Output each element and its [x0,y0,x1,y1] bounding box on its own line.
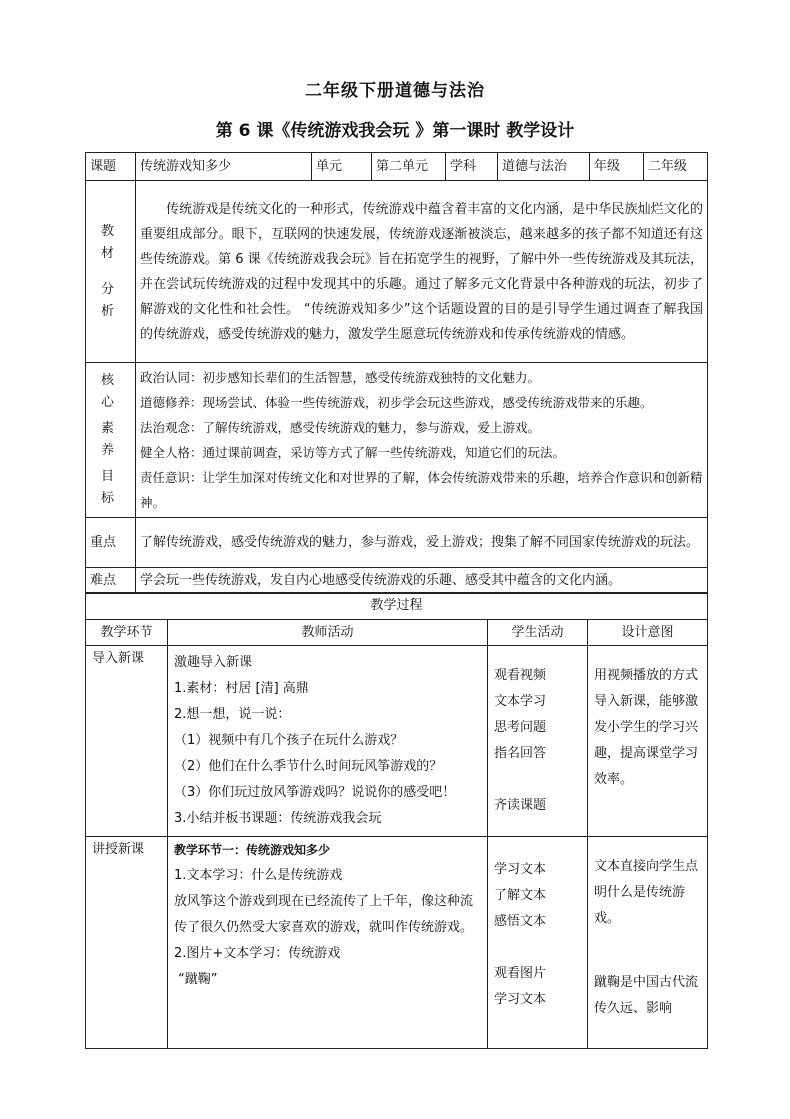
design-intent-text: 用视频播放的方式导入新课，能够激发小学生的学习兴趣，提高课堂学习效率。 [594,668,699,787]
core-goal-line: 政治认同：初步感知长辈们的生活智慧，感受传统游戏独特的文化魅力。 [140,370,541,385]
key-point-text: 了解传统游戏，感受传统游戏的魅力，参与游戏，爱上游戏；搜集了解不同国家传统游戏的玩法。 [136,518,708,568]
teacher-line: （2）他们在什么季节什么时间玩风筝游戏的？ [174,759,443,774]
student-line: 观看图片 [494,966,547,981]
stage-cell: 讲授新课 [86,837,168,1049]
table-row [86,837,708,1049]
difficulty-text: 学会玩一些传统游戏，发自内心地感受传统游戏的乐趣、感受其中蕴含的文化内涵。 [136,568,708,594]
col-header-teacher: 教师活动 [168,620,488,646]
difficulty-label: 难点 [86,568,136,594]
student-line: 感悟文本 [494,914,547,929]
col-header-student: 学生活动 [488,620,588,646]
student-line: 文本学习 [494,694,547,709]
student-line: 思考问题 [494,720,547,735]
teacher-line: 2.图片+文本学习：传统游戏 [174,946,341,961]
student-line: 齐读课题 [494,798,547,813]
teacher-activity-cell [168,646,488,837]
analysis-label-line: 分 析 [100,281,120,319]
subject-label: 学科 [446,153,498,181]
course-value: 传统游戏知多少 [136,153,312,181]
teacher-line: 1.文本学习：什么是传统游戏 [174,868,343,883]
unit-value: 第二单元 [372,153,446,181]
stage-cell: 导入新课 [86,646,168,837]
core-goal-line: 责任意识：让学生加深对传统文化和对世界的了解，体会传统游戏带来的乐趣，培养合作意识和创新精神。 [140,470,703,510]
col-header-stage: 教学环节 [86,620,168,646]
teacher-line: 1.素材：村居 [清] 高鼎 [174,681,309,696]
core-label-line: 核 心 [100,373,120,410]
key-point-label: 重点 [86,518,136,568]
core-goals [136,363,708,518]
teacher-line: （1）视频中有几个孩子在玩什么游戏？ [174,733,404,748]
teaching-process-table [85,592,708,1049]
table-row [86,646,708,837]
student-line: 指名回答 [494,746,547,761]
lesson-title: 第 6 课《传统游戏我会玩 》第一课时 教学设计 [215,121,575,141]
student-line: 学习文本 [494,862,547,877]
teacher-line: （3）你们玩过放风筝游戏吗？说说你的感受吧！ [174,785,456,800]
design-intent-text: 文本直接向学生点明什么是传统游戏。 [594,859,699,926]
teacher-heading: 教学环节一：传统游戏知多少 [174,843,331,857]
unit-label: 单元 [312,153,372,181]
design-intent-cell [588,837,708,1049]
teacher-line: 激趣导入新课 [174,655,253,670]
grade-label: 年级 [590,153,644,181]
core-label [86,363,136,518]
student-line: 了解文本 [494,888,547,903]
course-label: 课题 [86,153,136,181]
student-line-spacer [494,935,581,961]
col-header-intent: 设计意图 [588,620,708,646]
analysis-label-line: 教 材 [100,223,120,261]
student-activity-cell [488,646,588,837]
lesson-info-table [85,152,708,594]
process-header: 教学过程 [86,593,708,620]
core-label-line: 素 养 [100,421,120,458]
student-line: 学习文本 [494,992,547,1007]
design-intent-text: 蹴鞠是中国古代流传久远、影响 [594,975,699,1016]
teacher-activity-cell [168,837,488,1049]
student-activity-cell [488,837,588,1049]
core-label-line: 目 标 [100,469,120,506]
teacher-line: 2.想一想，说一说： [174,707,291,722]
student-line: 观看视频 [494,668,547,683]
core-goal-line: 健全人格：通过课前调查，采访等方式了解一些传统游戏，知道它们的玩法。 [140,445,566,460]
teacher-line: “蹴鞠” [178,972,218,987]
student-line-spacer [494,767,581,793]
document-title: 二年级下册道德与法治 [305,81,485,101]
grade-value: 二年级 [644,153,708,181]
teacher-line: 3.小结并板书课题：传统游戏我会玩 [174,811,382,826]
core-goal-line: 法治观念：了解传统游戏，感受传统游戏的魅力，参与游戏，爱上游戏。 [140,420,541,435]
analysis-label [86,181,136,363]
core-goal-line: 道德修养：现场尝试、体验一些传统游戏，初步学会玩这些游戏，感受传统游戏带来的乐趣。 [140,395,653,410]
analysis-text: 传统游戏是传统文化的一种形式，传统游戏中蕴含着丰富的文化内涵，是中华民族灿烂文化的重要组成部分。眼下，互联网的快速发展，传统游戏逐渐被淡忘，越来越多的孩子都不知道还有这些传统游戏。第 6 课《传统游戏我会玩》旨在拓宽学生的视野，了解中外一些传统游戏及其玩法，并在尝试玩传统游戏的过程中发现其中的乐趣。通过了解多元文化背景中各种游戏的玩法，初步了解游戏的文化性和社会性。 “传统游戏知多少”这个话题设置的目的是引导学生通过调查了解我国的传统游戏，感受传统游戏的魅力，激发学生愿意玩传统游戏和传承传统游戏的情感。 [136,181,708,363]
teacher-line: 放风筝这个游戏到现在已经流传了上千年，像这种流传了很久仍然受大家喜欢的游戏，就叫作传统游戏。 [174,894,474,935]
design-intent-cell [588,646,708,837]
subject-value: 道德与法治 [498,153,590,181]
